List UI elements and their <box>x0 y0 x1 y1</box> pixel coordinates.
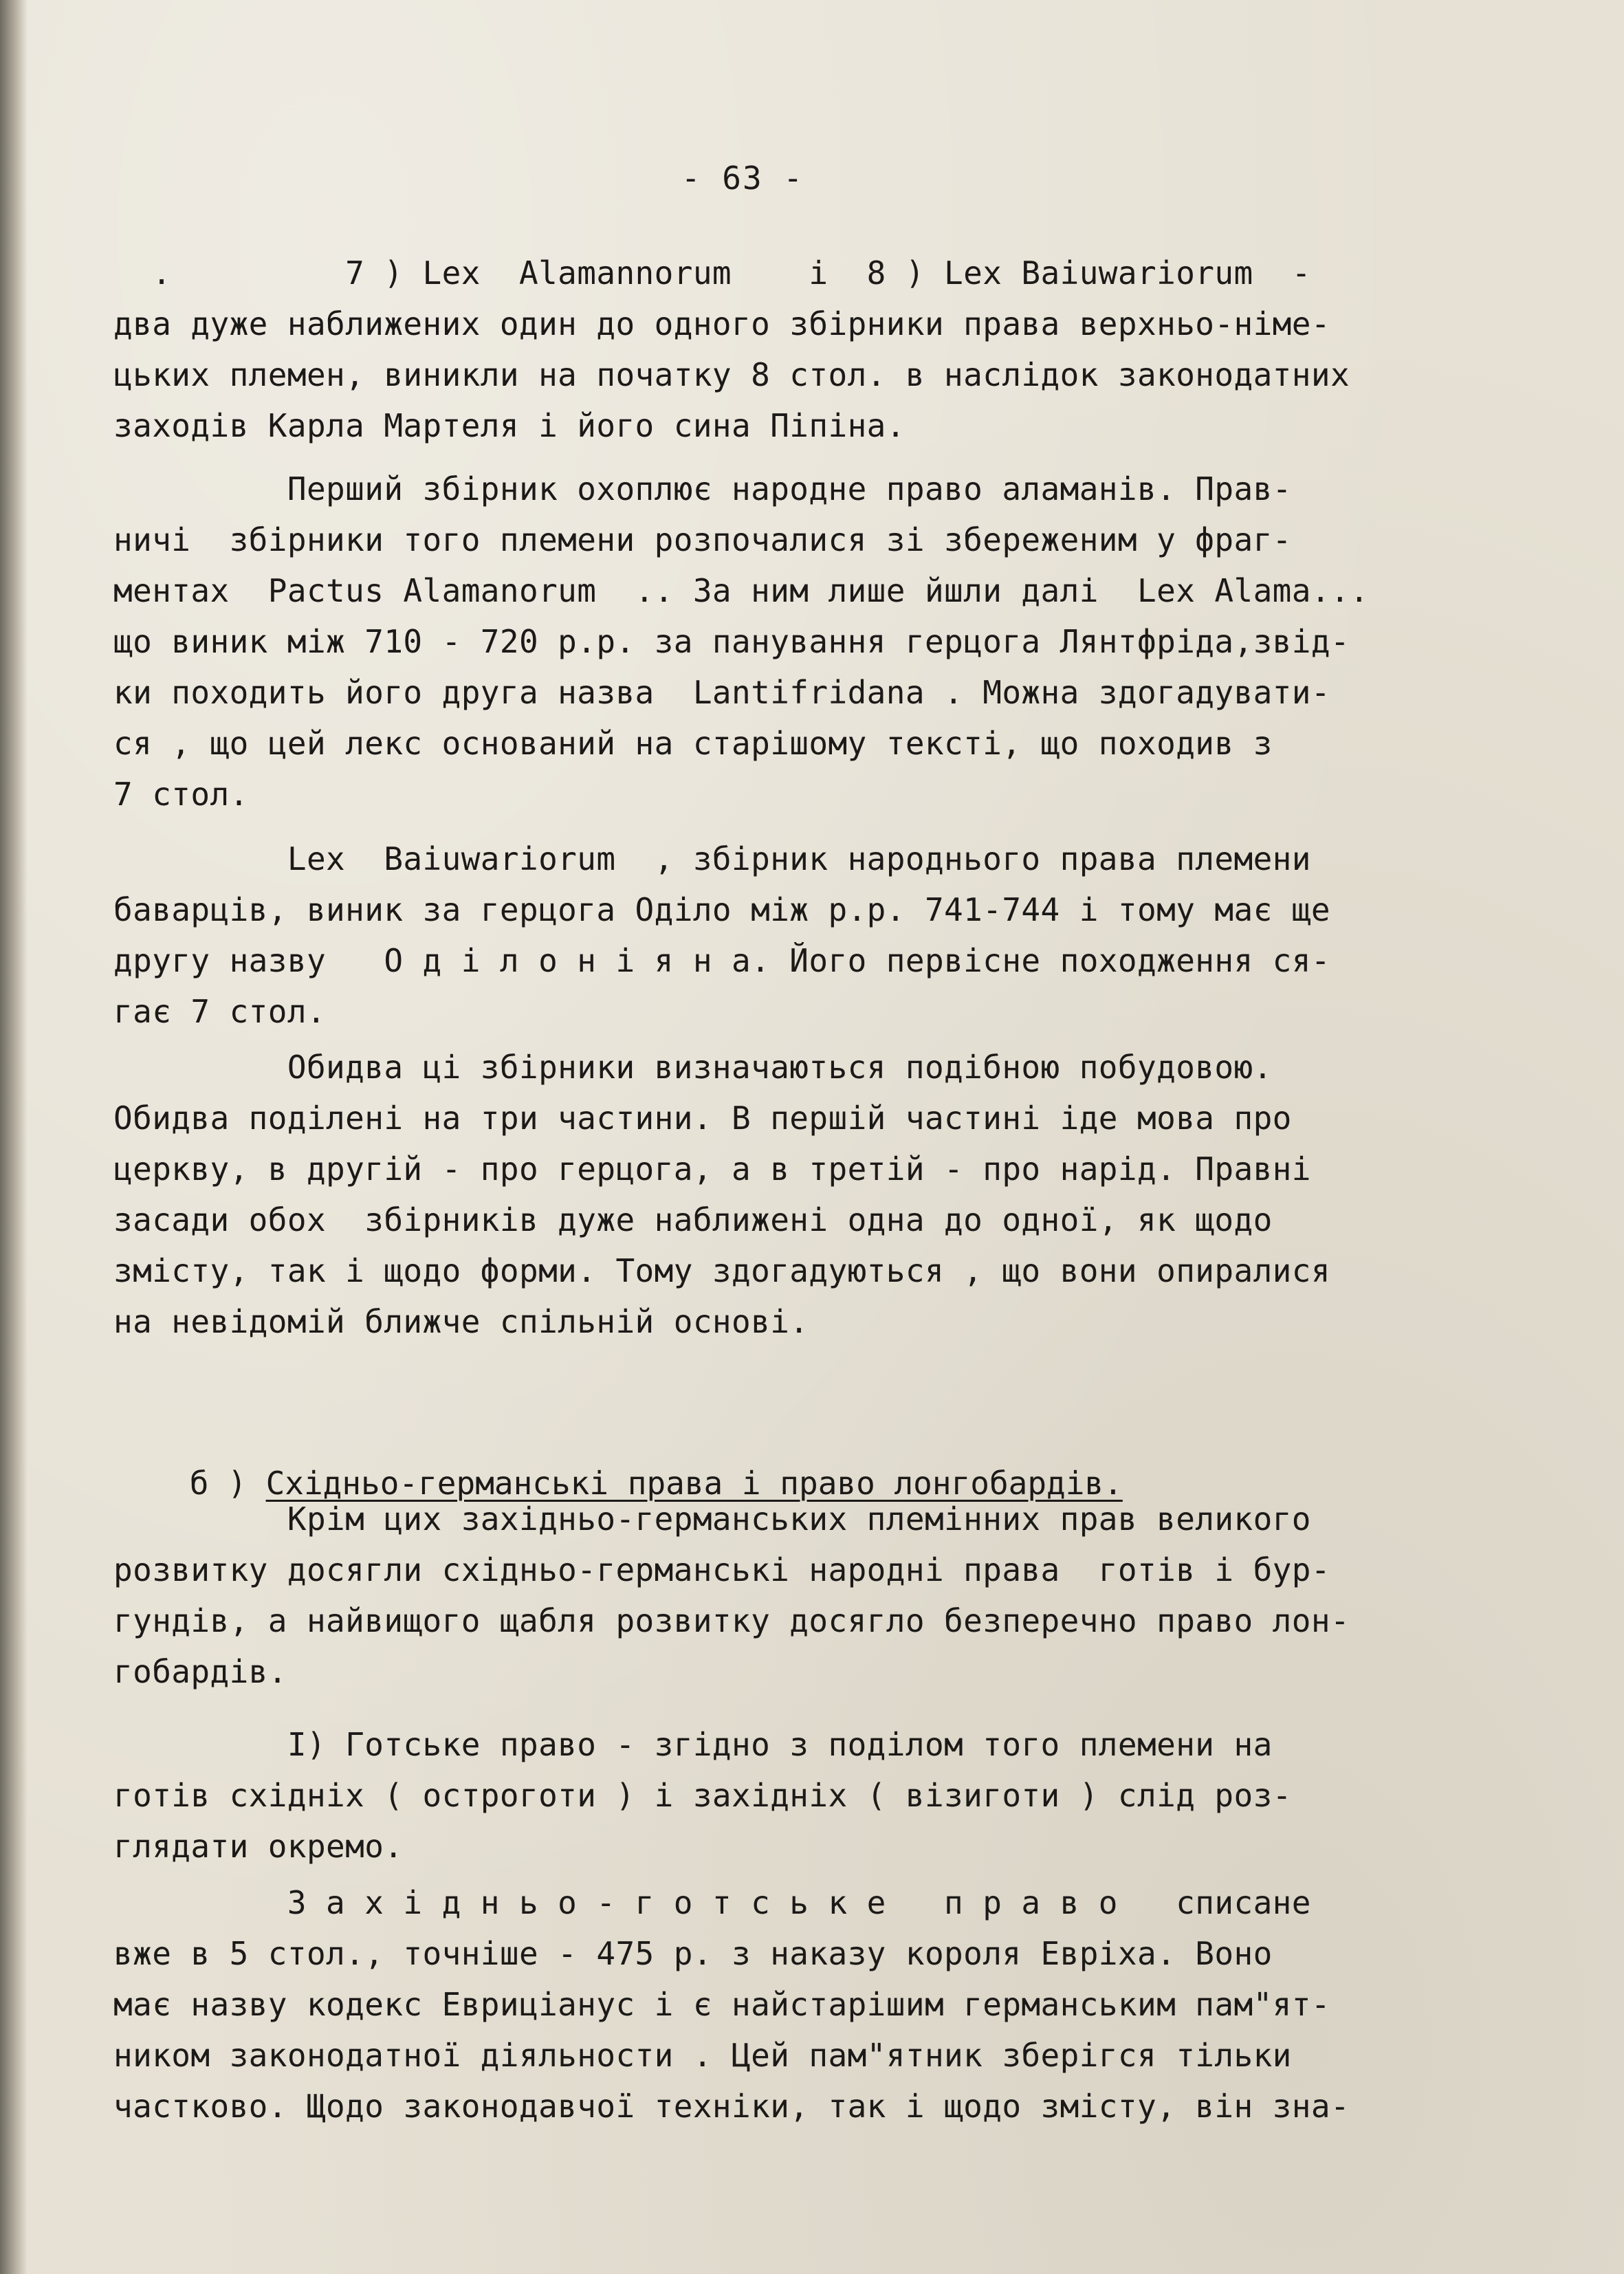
laws-intro-paragraph: . 7 ) Lex Alamannorum і 8 ) Lex Baiuwariorum - два дуже наближених один до одного збірники права верхньо-німе- цьких племен, виникли на початку 8 стол. в наслідок законодатних заходів Карла Мартеля і його сина Піпіна. <box>113 254 1350 444</box>
page-binding-edge <box>0 0 28 2274</box>
baiuwarii-paragraph: Lex Baiuwariorum , збірник народнього права племени баварців, виник за герцога Оділо між р.р. 741-744 і тому має ще другу назву О д і л о н і я н а. Його первісне походження ся- гає 7 стол. <box>113 840 1330 1030</box>
visigothic-law-paragraph: З а х і д н ь о - г о т с ь к е п р а в о списане вже в 5 стол., точніше - 475 р. з наказу короля Евріха. Воно має назву кодекс Евриціанус і є найстарішим германським пам"ят- ником законодатної діяльности . Цей пам"ятник зберігся тільки частково. Щодо законодавчої техніки, так і щодо змісту, він зна- <box>113 1884 1350 2125</box>
section-heading-title: Східньо-германські права і право лонгобардів. <box>265 1465 1123 1502</box>
page-number: - 63 - <box>681 160 804 197</box>
east-germanic-paragraph: Крім цих західньо-германських племінних прав великого розвитку досягли східньо-германські народні права готів і бур- гундів, а найвищого щабля розвитку досягло безперечно право лон- гобардів. <box>113 1500 1350 1690</box>
both-collections-paragraph: Обидва ці збірники визначаються подібною побудовою. Обидва поділені на три частини. В першій частині іде мова про церкву, в другій - про герцога, а в третій - про нарід. Правні засади обох збірників дуже наближені одна до одної, як щодо змісту, так і щодо форми. Тому здогадуються , що вони опиралися на невідомій ближче спільній основі. <box>113 1049 1330 1340</box>
section-heading-label: б ) <box>189 1465 266 1502</box>
alamanni-paragraph: Перший збірник охоплює народне право аламанів. Прав- ничі збірники того племени розпочалися зі збереженим у фраг- ментах Pactus Alamanorum .. За ним лише йшли далі Lex Alama... що виник між 710 - 720 р.р. за панування герцога Лянтфріда,звід- ки походить його друга назва Lantifridana . Можна здогадувати- ся , що цей лекс оснований на старішому тексті, що походив з 7 стол. <box>113 470 1370 813</box>
gothic-law-paragraph: І) Готське право - згідно з поділом того племени на готів східніх ( остроготи ) і західніх ( візиготи ) слід роз- глядати окремо. <box>113 1726 1292 1865</box>
